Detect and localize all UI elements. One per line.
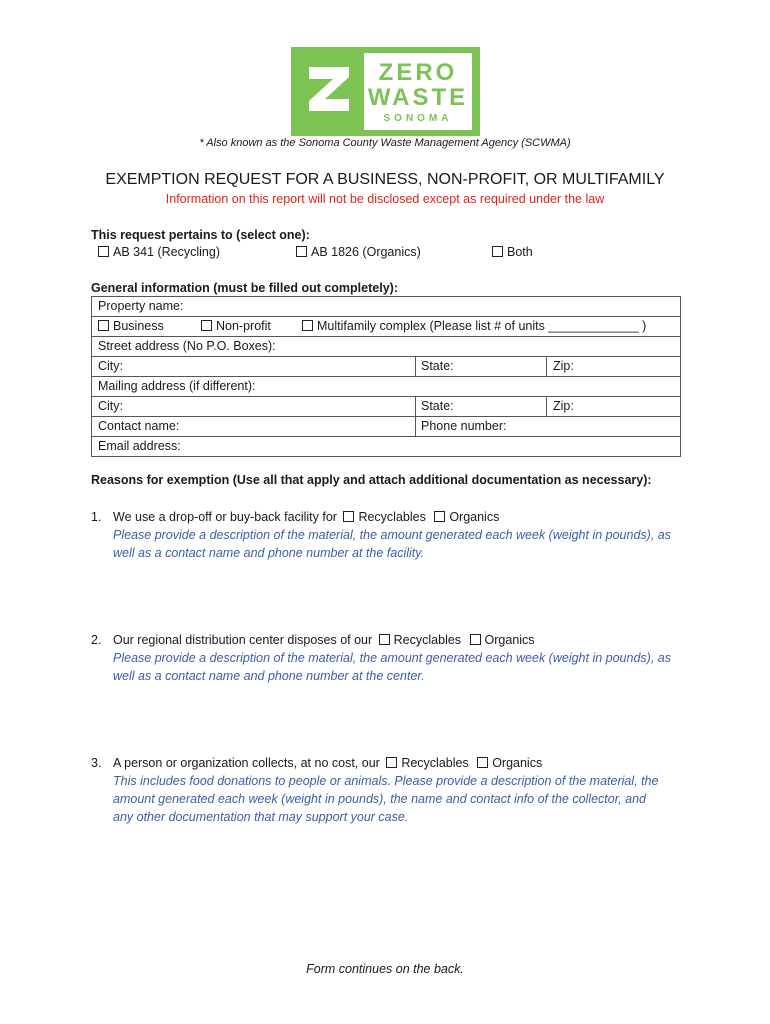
mailing-address-label: Mailing address (if different):	[98, 379, 256, 393]
option-both-label: Both	[507, 245, 533, 259]
general-info-table	[91, 296, 681, 457]
mailing-city-label: City:	[98, 399, 123, 413]
type-multifamily-label: Multifamily complex (Please list # of units _____________ )	[317, 319, 647, 333]
checkbox-icon[interactable]	[379, 634, 390, 645]
phone-number-label: Phone number:	[421, 419, 507, 433]
contact-row[interactable]	[92, 417, 680, 437]
reason-3-text: A person or organization collects, at no cost, our	[113, 756, 380, 770]
reason-3-organics: Organics	[492, 756, 543, 770]
mailing-city-state-zip-row[interactable]	[92, 397, 680, 417]
reason-3-help-3: any other documentation that may support your case.	[113, 810, 409, 824]
mailing-address-row[interactable]	[92, 377, 680, 397]
zip-label: Zip:	[553, 359, 574, 373]
mailing-zip-label: Zip:	[553, 399, 574, 413]
checkbox-icon[interactable]	[386, 757, 397, 768]
state-label: State:	[421, 359, 454, 373]
contact-name-label: Contact name:	[98, 419, 180, 433]
reason-1	[113, 510, 499, 524]
reason-3-help-2: amount generated each week (weight in pounds), the name and contact info of the collector, and	[113, 792, 646, 806]
divider	[415, 417, 416, 436]
city-label: City:	[98, 359, 123, 373]
pertains-label: This request pertains to (select one):	[91, 228, 310, 242]
general-info-label: General information (must be filled out completely):	[91, 281, 398, 295]
reason-2-text: Our regional distribution center disposes of our	[113, 633, 373, 647]
divider	[415, 357, 416, 376]
email-address-label: Email address:	[98, 439, 181, 453]
reason-2-organics: Organics	[484, 633, 535, 647]
checkbox-icon[interactable]	[477, 757, 488, 768]
aka-note: * Also known as the Sonoma County Waste Management Agency (SCWMA)	[199, 137, 571, 149]
street-address-label: Street address (No P.O. Boxes):	[98, 339, 276, 353]
reason-3-number: 3.	[91, 756, 102, 770]
reason-2-help-2: well as a contact name and phone number at the center.	[113, 669, 425, 683]
option-both[interactable]	[492, 245, 533, 259]
reason-2-help-1: Please provide a description of the material, the amount generated each week (weight in pounds), as	[113, 651, 671, 665]
reason-2-recyclables: Recyclables	[393, 633, 462, 647]
checkbox-icon[interactable]	[434, 511, 445, 522]
checkbox-icon[interactable]	[470, 634, 481, 645]
type-business[interactable]	[98, 319, 164, 333]
checkbox-icon[interactable]	[98, 320, 109, 331]
checkbox-icon[interactable]	[296, 246, 307, 257]
checkbox-icon[interactable]	[201, 320, 212, 331]
email-row[interactable]	[92, 437, 680, 456]
type-multifamily[interactable]	[302, 319, 646, 333]
type-nonprofit-label: Non-profit	[216, 319, 271, 333]
divider	[546, 397, 547, 416]
footer-note: Form continues on the back.	[306, 962, 464, 976]
logo-line-3: SONOMA	[383, 113, 453, 124]
reasons-label: Reasons for exemption (Use all that apply and attach additional documentation as necessary):	[91, 473, 652, 487]
reason-1-help-2: well as a contact name and phone number at the facility.	[113, 546, 425, 560]
reason-2	[113, 633, 535, 647]
checkbox-icon[interactable]	[343, 511, 354, 522]
reason-1-text: We use a drop-off or buy-back facility for	[113, 510, 337, 524]
property-name-label: Property name:	[98, 299, 184, 313]
reason-1-recyclables: Recyclables	[358, 510, 426, 524]
option-ab1826[interactable]	[296, 245, 421, 259]
z-logo-icon	[307, 65, 351, 113]
mailing-state-label: State:	[421, 399, 454, 413]
reason-3-recyclables: Recyclables	[401, 756, 469, 770]
property-name-row[interactable]	[92, 297, 680, 317]
logo-line-2: WASTE	[367, 84, 469, 111]
logo-wordmark	[364, 53, 472, 130]
type-nonprofit[interactable]	[201, 319, 271, 333]
checkbox-icon[interactable]	[98, 246, 109, 257]
checkbox-icon[interactable]	[302, 320, 313, 331]
street-address-row[interactable]	[92, 337, 680, 357]
property-type-row	[92, 317, 680, 337]
option-ab341-label: AB 341 (Recycling)	[113, 245, 220, 259]
reason-2-number: 2.	[91, 633, 102, 647]
page-title: EXEMPTION REQUEST FOR A BUSINESS, NON-PROFIT, OR MULTIFAMILY	[105, 171, 665, 188]
reason-1-number: 1.	[91, 510, 102, 524]
confidentiality-note: Information on this report will not be disclosed except as required under the law	[165, 192, 605, 206]
logo-line-1: ZERO	[378, 59, 458, 86]
city-state-zip-row[interactable]	[92, 357, 680, 377]
option-ab1826-label: AB 1826 (Organics)	[311, 245, 421, 259]
option-ab341[interactable]	[98, 245, 220, 259]
reason-3-help-1: This includes food donations to people or animals. Please provide a description of the material, the	[113, 774, 659, 788]
divider	[546, 357, 547, 376]
reason-3	[113, 756, 542, 770]
divider	[415, 397, 416, 416]
reason-1-organics: Organics	[449, 510, 500, 524]
reason-1-help-1: Please provide a description of the material, the amount generated each week (weight in pounds), as	[113, 528, 671, 542]
checkbox-icon[interactable]	[492, 246, 503, 257]
type-business-label: Business	[113, 319, 164, 333]
zero-waste-sonoma-logo	[291, 47, 480, 136]
